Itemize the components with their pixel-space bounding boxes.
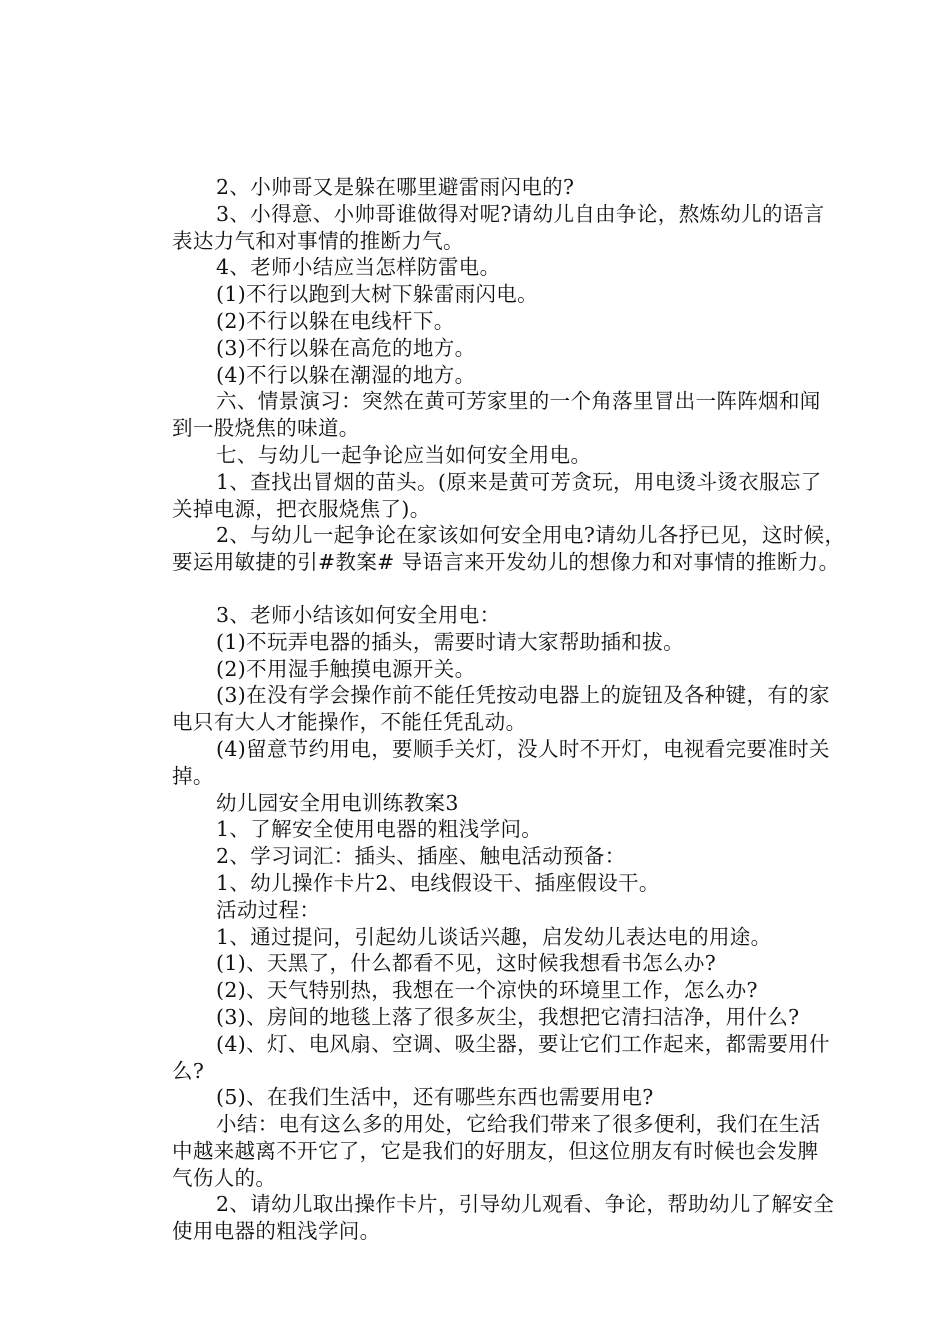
paragraph-line-first: 3、老师小结该如何安全用电：: [216, 602, 501, 627]
paragraph: [128, 656, 828, 683]
paragraph: [128, 335, 828, 362]
paragraph-line-continued: 到一股烧焦的味道。: [172, 416, 360, 441]
paragraph: [128, 254, 828, 281]
paragraph-line-continued: 关掉电源，把衣服烧焦了)。: [172, 496, 431, 521]
paragraph: [128, 1084, 828, 1111]
paragraph: [128, 790, 828, 817]
paragraph-line-first: (3)在没有学会操作前不能任凭按动电器上的旋钮及各种键，有的家: [216, 683, 830, 708]
paragraph: [128, 924, 828, 951]
paragraph: [128, 1111, 828, 1191]
paragraph: [128, 442, 828, 469]
paragraph-line-first: 小结：电有这么多的用处，它给我们带来了很多便利，我们在生活: [216, 1112, 821, 1137]
paragraph-line-first: (1)不行以跑到大树下躲雷雨闪电。: [216, 282, 538, 307]
paragraph: [128, 629, 828, 656]
paragraph-line-continued: 要运用敏捷的引#教案# 导语言来开发幼儿的想像力和对事情的推断力。: [172, 550, 840, 575]
paragraph: [128, 602, 828, 629]
paragraph-line-continued: 电只有大人才能操作，不能任凭乱动。: [172, 710, 527, 735]
paragraph: [128, 816, 828, 843]
paragraph: [128, 977, 828, 1004]
paragraph: [128, 897, 828, 924]
paragraph-line-first: (4)不行以躲在潮湿的地方。: [216, 362, 476, 387]
paragraph-line-first: (2)、天气特别热，我想在一个凉快的环境里工作，怎么办?: [216, 978, 758, 1003]
paragraph-line-first: (1)不玩弄电器的插头，需要时请大家帮助插和拔。: [216, 629, 684, 654]
paragraph-line-first: 活动过程：: [216, 897, 321, 922]
paragraph-line-first: (4)、灯、电风扇、空调、吸尘器，要让它们工作起来，都需要用什: [216, 1031, 830, 1056]
paragraph: [128, 308, 828, 335]
paragraph: [128, 522, 846, 576]
paragraph-line-continued: 使用电器的粗浅学问。: [172, 1219, 381, 1244]
paragraph-line-first: 幼儿园安全用电训练教案3: [216, 790, 459, 815]
paragraph-line-first: 2、请幼儿取出操作卡片，引导幼儿观看、争论，帮助幼儿了解安全: [216, 1192, 835, 1217]
paragraph: [128, 870, 828, 897]
paragraph-line-first: 1、幼儿操作卡片2、电线假设干、插座假设干。: [216, 870, 660, 895]
paragraph: [128, 174, 828, 201]
paragraph-line-first: 七、与幼儿一起争论应当如何安全用电。: [216, 442, 592, 467]
paragraph-line-continued: 么?: [172, 1058, 205, 1083]
paragraph-line-first: 2、与幼儿一起争论在家该如何安全用电?请幼儿各抒已见，这时候，: [216, 523, 846, 548]
paragraph-line-first: 1、了解安全使用电器的粗浅学问。: [216, 817, 543, 842]
paragraph: [128, 1031, 828, 1085]
paragraph-line-first: 3、小得意、小帅哥谁做得对呢?请幼儿自由争论，熬炼幼儿的语言: [216, 201, 825, 226]
document-body: [128, 174, 846, 1245]
paragraph: [128, 736, 828, 790]
paragraph: [128, 469, 828, 523]
paragraph-line-continued: 表达力气和对事情的推断力气。: [172, 228, 464, 253]
paragraph-line-continued: 中越来越离不开它了，它是我们的好朋友，但这位朋友有时候也会发脾: [172, 1138, 819, 1163]
paragraph-line-first: (3)、房间的地毯上落了很多灰尘，我想把它清扫洁净，用什么?: [216, 1004, 800, 1029]
paragraph-line-first: (1)、天黑了，什么都看不见，这时候我想看书怎么办?: [216, 951, 717, 976]
paragraph: [128, 950, 828, 977]
paragraph-line-first: (2)不用湿手触摸电源开关。: [216, 656, 476, 681]
paragraph-line-first: 六、情景演习：突然在黄可芳家里的一个角落里冒出一阵阵烟和闻: [216, 389, 821, 414]
paragraph-line-first: 2、小帅哥又是躲在哪里避雷雨闪电的?: [216, 175, 575, 199]
paragraph-line-first: (4)留意节约用电，要顺手关灯，没人时不开灯，电视看完要准时关: [216, 736, 830, 761]
paragraph-line-first: (3)不行以躲在高危的地方。: [216, 335, 476, 360]
paragraph: [128, 682, 828, 736]
paragraph-line-first: 1、查找出冒烟的苗头。(原来是黄可芳贪玩，用电烫斗烫衣服忘了: [216, 469, 822, 494]
paragraph-line-first: 1、通过提问，引起幼儿谈话兴趣，启发幼儿表达电的用途。: [216, 924, 772, 949]
paragraph-line-first: (5)、在我们生活中，还有哪些东西也需要用电?: [216, 1085, 654, 1110]
paragraph: [128, 201, 828, 255]
paragraph: [128, 362, 828, 389]
paragraph-line-first: 4、老师小结应当怎样防雷电。: [216, 255, 501, 280]
paragraph-line-continued: 掉。: [172, 763, 214, 788]
paragraph: [128, 1004, 828, 1031]
paragraph: [128, 388, 828, 442]
paragraph-gap: [128, 576, 828, 602]
paragraph: [128, 281, 828, 308]
paragraph: [128, 1191, 835, 1245]
paragraph-line-first: (2)不行以躲在电线杆下。: [216, 308, 455, 333]
paragraph: [128, 843, 828, 870]
paragraph-line-first: 2、学习词汇：插头、插座、触电活动预备：: [216, 844, 626, 869]
paragraph-line-continued: 气伤人的。: [172, 1165, 277, 1190]
